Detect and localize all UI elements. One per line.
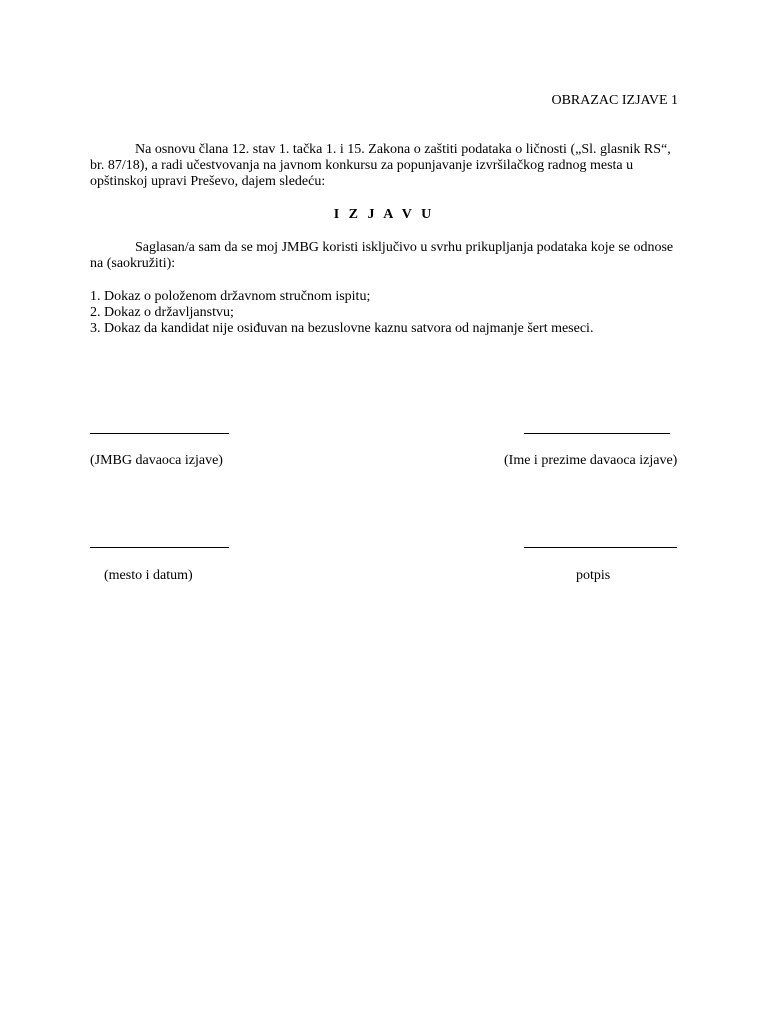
signature-label: potpis xyxy=(576,568,611,583)
form-title: OBRAZAC IZJAVE 1 xyxy=(551,93,678,108)
jmbg-signature-line[interactable] xyxy=(90,433,229,434)
list-item: 3. Dokaz da kandidat nije osiđuvan na bezuslovne kaznu satvora od najmanje šert meseci. xyxy=(90,321,594,336)
place-date-label: (mesto i datum) xyxy=(104,568,193,583)
place-date-line[interactable] xyxy=(90,547,229,548)
intro-text: Na osnovu člana 12. stav 1. tačka 1. i 15. Zakona o zaštiti podataka o ličnosti („Sl. glasnik RS“, br. 87/18), a radi učestvovanja na javnom konkursu za popunjavanje izvršilačkog radnog mesta u opštinskoj upravi Preševo, dajem sledeću: xyxy=(90,142,671,189)
list-item: 1. Dokaz o položenom državnom stručnom ispitu; xyxy=(90,289,371,304)
name-signature-line[interactable] xyxy=(524,433,670,434)
list-item: 2. Dokaz o državljanstvu; xyxy=(90,305,234,320)
intro-paragraph xyxy=(90,142,680,190)
jmbg-label: (JMBG davaoca izjave) xyxy=(90,453,223,468)
signature-line[interactable] xyxy=(524,547,677,548)
declaration-heading: I Z J A V U xyxy=(333,207,435,222)
consent-text: Saglasan/a sam da se moj JMBG koristi isključivo u svrhu prikupljanja podataka koje se odnose na (saokružiti): xyxy=(90,240,674,271)
consent-paragraph xyxy=(90,240,680,272)
name-label: (Ime i prezime davaoca izjave) xyxy=(504,453,678,468)
evidence-list xyxy=(90,289,680,337)
